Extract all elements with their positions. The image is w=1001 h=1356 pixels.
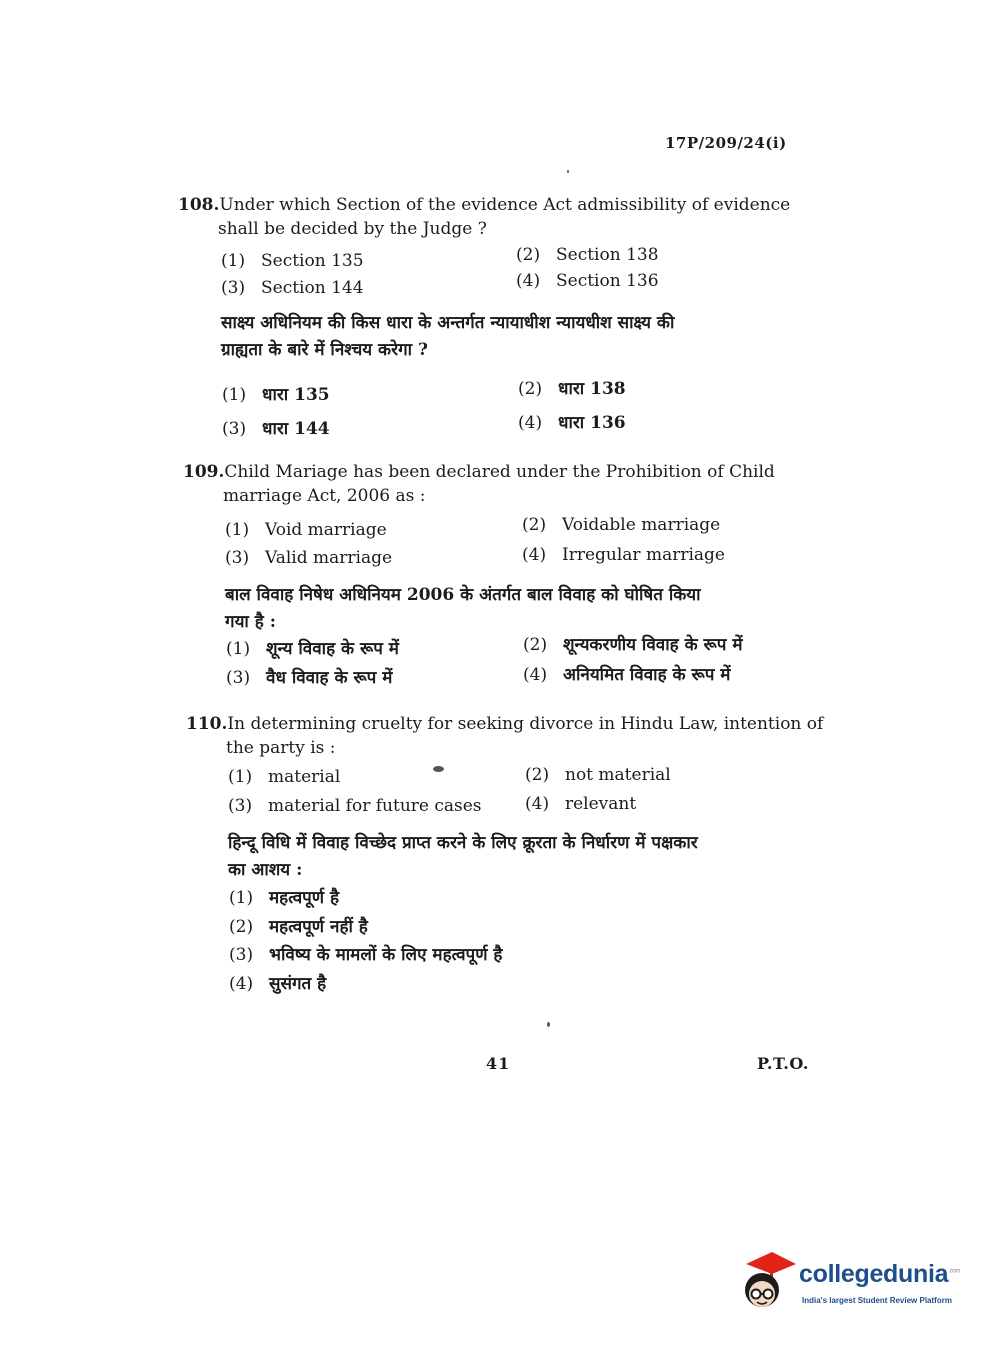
option-108-2: (2) Section 138 bbox=[516, 245, 659, 265]
option-110-4: (4) relevant bbox=[525, 794, 637, 814]
hindi-option-108-3: (3) धारा 144 bbox=[222, 419, 330, 439]
option-108-4: (4) Section 136 bbox=[516, 271, 659, 291]
question-text-line: In determining cruelty for seeking divorce in Hindu Law, intention of bbox=[227, 714, 824, 734]
scan-speck bbox=[547, 1022, 550, 1027]
brand-name: collegedunia$^{.com}$ bbox=[799, 1260, 961, 1288]
paper-code: 17P/209/24(i) bbox=[665, 134, 787, 152]
option-109-4: (4) Irregular marriage bbox=[522, 545, 725, 565]
hindi-option-110-2: (2) महत्वपूर्ण नहीं है bbox=[229, 917, 368, 937]
option-109-3: (3) Valid marriage bbox=[225, 548, 393, 568]
hindi-question-108: साक्ष्य अधिनियम की किस धारा के अन्तर्गत न्यायाधीश न्यायधीश साक्ष्य की ग्राह्यता के बारे में निश्चय करेगा ? bbox=[221, 313, 675, 360]
option-110-2: (2) not material bbox=[525, 765, 671, 785]
question-text-line: Under which Section of the evidence Act admissibility of evidence bbox=[219, 195, 791, 215]
option-108-1: (1) Section 135 bbox=[221, 251, 364, 271]
option-109-2: (2) Voidable marriage bbox=[522, 515, 721, 535]
brand-tagline: India's largest Student Review Platform bbox=[802, 1296, 952, 1305]
option-109-1: (1) Void marriage bbox=[225, 520, 387, 540]
question-text-line: shall be decided by the Judge ? bbox=[218, 219, 487, 239]
hindi-option-109-3: (3) वैध विवाह के रूप में bbox=[226, 668, 393, 688]
hindi-option-109-2: (2) शून्यकरणीय विवाह के रूप में bbox=[523, 635, 743, 655]
question-text-line: Child Mariage has been declared under the Prohibition of Child bbox=[224, 462, 775, 482]
option-110-3: (3) material for future cases bbox=[228, 796, 482, 816]
option-108-3: (3) Section 144 bbox=[221, 278, 364, 298]
scan-speck bbox=[567, 170, 569, 173]
hindi-option-108-2: (2) धारा 138 bbox=[518, 379, 626, 399]
page-number: 41 bbox=[486, 1054, 511, 1073]
hindi-option-108-1: (1) धारा 135 bbox=[222, 385, 330, 405]
hindi-question-110: हिन्दू विधि में विवाह विच्छेद प्राप्त करने के लिए क्रूरता के निर्धारण में पक्षकार का आशय : bbox=[228, 833, 698, 880]
question-number: 108. bbox=[178, 195, 220, 215]
hindi-option-109-4: (4) अनियमित विवाह के रूप में bbox=[523, 665, 731, 685]
pto-label: P.T.O. bbox=[757, 1054, 809, 1073]
question-110 bbox=[186, 712, 823, 760]
hindi-option-110-3: (3) भविष्य के मामलों के लिए महत्वपूर्ण है bbox=[229, 945, 503, 965]
question-text-line: marriage Act, 2006 as : bbox=[223, 486, 426, 506]
option-110-1: (1) material bbox=[228, 767, 341, 787]
hindi-question-109: बाल विवाह निषेध अधिनियम 2006 के अंतर्गत बाल विवाह को घोषित किया गया है : bbox=[225, 585, 701, 632]
hindi-option-110-4: (4) सुसंगत है bbox=[229, 974, 327, 994]
question-number: 110. bbox=[186, 714, 228, 734]
collegedunia-watermark bbox=[742, 1250, 972, 1318]
question-number: 109. bbox=[183, 462, 225, 482]
hindi-option-109-1: (1) शून्य विवाह के रूप में bbox=[226, 639, 399, 659]
mascot-icon bbox=[742, 1250, 798, 1312]
scan-speck bbox=[433, 766, 444, 772]
question-109 bbox=[183, 460, 775, 508]
question-text-line: the party is : bbox=[226, 738, 336, 758]
question-108 bbox=[178, 193, 790, 241]
hindi-option-108-4: (4) धारा 136 bbox=[518, 413, 626, 433]
hindi-option-110-1: (1) महत्वपूर्ण है bbox=[229, 888, 340, 908]
